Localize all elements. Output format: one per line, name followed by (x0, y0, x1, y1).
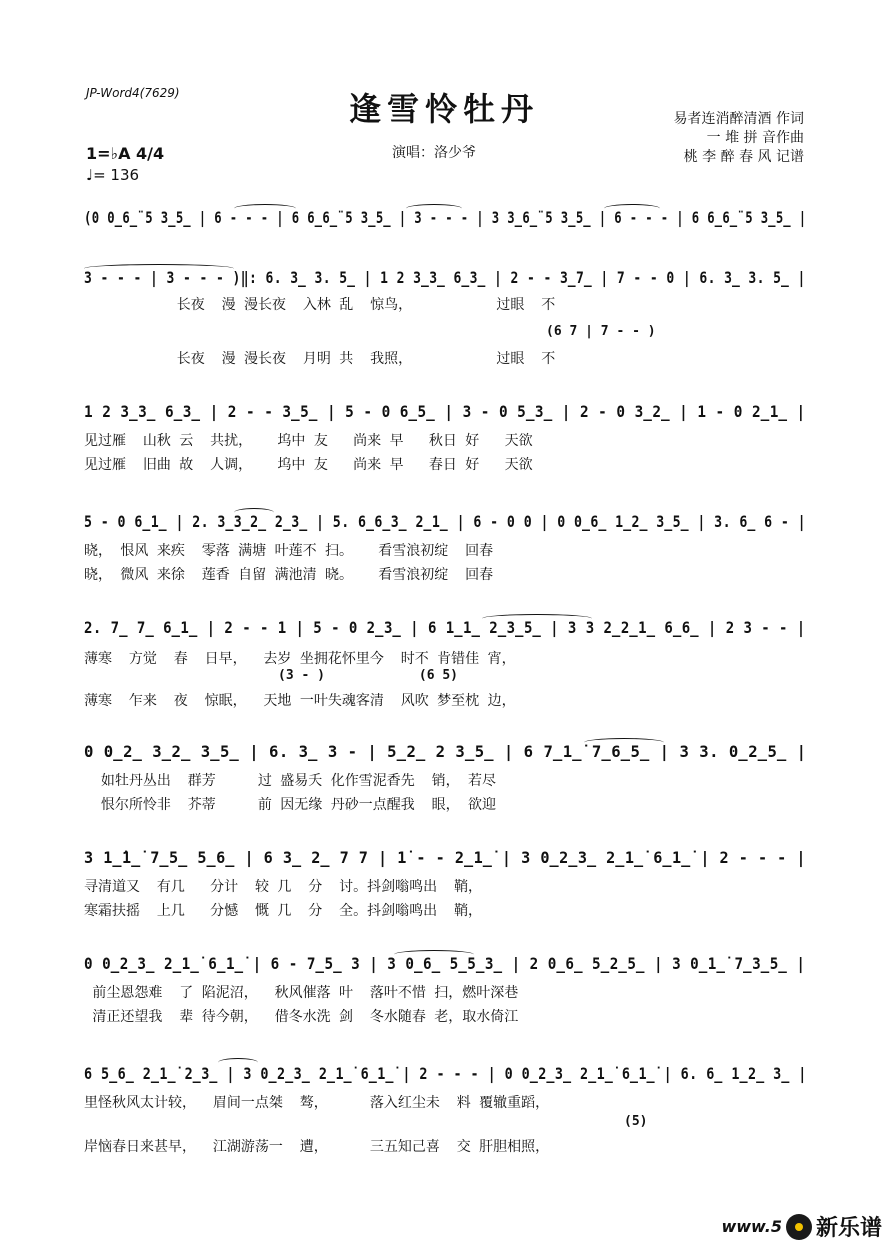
score-system-3 (84, 398, 806, 478)
lyrics-verse-2: 见过雁 旧曲 故 人调， 坞中 友 尚来 早 春日 好 天欲 (84, 457, 533, 473)
alternate-notes: (3 - ) (6 5) (278, 668, 459, 683)
alternate-ending: (6 7 | 7 - - ) (546, 324, 656, 339)
composer-credit: 一 堆 拼 音作曲 (706, 130, 804, 146)
site-watermark (721, 1211, 882, 1242)
lyrics-verse-2: 薄寒 乍来 夜 惊眠， 天地 一叶失魂客清 风吹 梦至枕 边， (84, 693, 516, 709)
notation-line: 3 1̲̇1̲̇ 7̲5̲ 5̲6̲ | 6 3̲ 2̲ 7 7 | 1̇ - - 2̲1̲̇ | 3 0̲2̲3̲ 2̲1̲̇ 6̲1̲̇ | 2 - - - | (84, 848, 806, 867)
lyrics-verse-1: 寻清道又 有几 分计 较 几 分 讨。抖剑嗡鸣出 鞘， (84, 879, 483, 895)
notation-line: 6 5̲6̲ 2̲1̲̇ 2̲3̲ | 3 0̲2̲3̲ 2̲1̲̇ 6̲1̲̇ | 2 - - - | 0 0̲2̲3̲ 2̲1̲̇ 6̲1̲̇ | 6. 6̲ 1̲2̲ 3̲ | (84, 1064, 807, 1083)
alternate-notes: (5) (624, 1114, 648, 1129)
vinyl-record-icon (786, 1214, 812, 1240)
notation-line: 3 - - - | 3 - - - )‖: 6. 3̲ 3. 5̲ | 1 2 3̲3̲ 6̲3̲ | 2 - - 3̲7̲ | 7 - - 0 | 6. 3̲ 3. 5̲ | (84, 268, 806, 287)
lyrics-verse-2: 晓， 微风 来徐 莲香 自留 满池清 晓。 看雪浪初绽 回春 (84, 567, 494, 583)
source-label: JP-Word4(7629) (86, 86, 180, 100)
singer-label: 演唱：洛少爷 (392, 145, 476, 161)
tie (604, 204, 660, 213)
notation-line: 2. 7̲ 7̲ 6̲1̲ | 2 - - 1 | 5 - 0 2̲3̲ | 6 1̲1̲ 2̲3̲5̲ | 3 3 2̲2̲1̲ 6̲6̲ | 2 3 - - | (84, 618, 806, 637)
score-system-2 (84, 262, 806, 372)
score-system-4 (84, 508, 806, 588)
lyrics-verse-2: 寒霜扶摇 上几 分憾 慨 几 分 全。抖剑嗡鸣出 鞘， (84, 903, 483, 919)
tie (234, 204, 296, 213)
score-system-1 (84, 204, 806, 244)
score-system-6 (84, 738, 806, 818)
lyrics-verse-1: 如牡丹丛出 群芳 过 盛易夭 化作雪泥香先 销， 若尽 (84, 773, 497, 789)
lyrics-verse-2: 恨尔所怜非 芥蒂 前 因无缘 丹砂一点醒我 眼， 欲迎 (84, 797, 497, 813)
watermark-brand: 新乐谱 (815, 1216, 882, 1241)
lyrics-verse-1: 长夜 漫 漫长夜 入林 乱 惊鸟， 过眼 不 (84, 297, 556, 313)
key-signature: 1=♭A 4/4 (86, 144, 165, 163)
notation-line: (0 0̲6̲̈ 5 3̲5̲ | 6 - - - | 6 6̲6̲̈ 5 3̲5̲ | 3 - - - | 3 3̲6̲̈ 5 3̲5̲ | 6 - - - | 6 6̲6̲̈ 5 3̲5̲ | (84, 208, 807, 227)
lyricist-credit: 易者连消醉清酒 作词 (673, 111, 804, 127)
lyrics-verse-1: 里怪秋风太计较， 眉间一点桀 骜， 落入红尘未 料 覆辙重蹈， (84, 1095, 550, 1111)
lyrics-verse-2: 岸恼春日来甚早， 江湖游荡一 遭， 三五知己喜 交 肝胆相照， (84, 1139, 550, 1155)
score-system-9 (84, 1058, 806, 1168)
lyrics-verse-1: 薄寒 方觉 春 日早， 去岁 坐拥花怀里今 时不 肯错佳 宵， (84, 651, 516, 667)
notation-line: 0 0̲2̲ 3̲2̲ 3̲5̲ | 6. 3̲ 3 - | 5̲2̲ 2 3̲5̲ | 6 7̲1̲̇ 7̲6̲5̲ | 3 3. 0̲2̲5̲ | (84, 742, 807, 761)
lyrics-verse-2: 清正还望我 辈 待今朝， 借冬水洗 剑 冬水随春 老，取水倚江 (84, 1009, 519, 1025)
score-system-5 (84, 614, 806, 714)
notation-line: 5 - 0 6̲1̲ | 2. 3̲3̲2̲ 2̲3̲ | 5. 6̲6̲3̲ 2̲1̲ | 6 - 0 0 | 0 0̲6̲ 1̲2̲ 3̲5̲ | 3. 6̲ 6 - | (84, 512, 807, 531)
transcriber-credit: 桃 李 醉 春 风 记谱 (683, 149, 804, 165)
score-system-8 (84, 950, 806, 1030)
lyrics-verse-2: 长夜 漫 漫长夜 月明 共 我照， 过眼 不 (84, 351, 556, 367)
notation-line: 0 0̲2̲3̲ 2̲1̲̇ 6̲1̲̇ | 6 - 7̲5̲ 3 | 3 0̲6̲ 5̲5̲3̲ | 2 0̲6̲ 5̲2̲5̲ | 3 0̲1̲̇ 7̲3̲5̲ | (84, 954, 806, 973)
lyrics-verse-1: 晓， 恨风 来疾 零落 满塘 叶莲不 扫。 看雪浪初绽 回春 (84, 543, 494, 559)
tempo-marking: ♩= 136 (86, 166, 140, 184)
watermark-url: www.5 (721, 1217, 782, 1236)
lyrics-verse-1: 见过雁 山秋 云 共扰， 坞中 友 尚来 早 秋日 好 天欲 (84, 433, 533, 449)
tie (406, 204, 462, 213)
credits (674, 110, 804, 167)
song-title: 逢雪怜牡丹 (348, 90, 539, 128)
notation-line: 1 2 3̲3̲ 6̲3̲ | 2 - - 3̲5̲ | 5 - 0 6̲5̲ | 3 - 0 5̲3̲ | 2 - 0 3̲2̲ | 1 - 0 2̲1̲ | (84, 402, 806, 421)
lyrics-verse-1: 前尘恩怨难 了 陷泥沼， 秋风催落 叶 落叶不惜 扫，燃叶深巷 (84, 985, 519, 1001)
score-system-7 (84, 844, 806, 924)
